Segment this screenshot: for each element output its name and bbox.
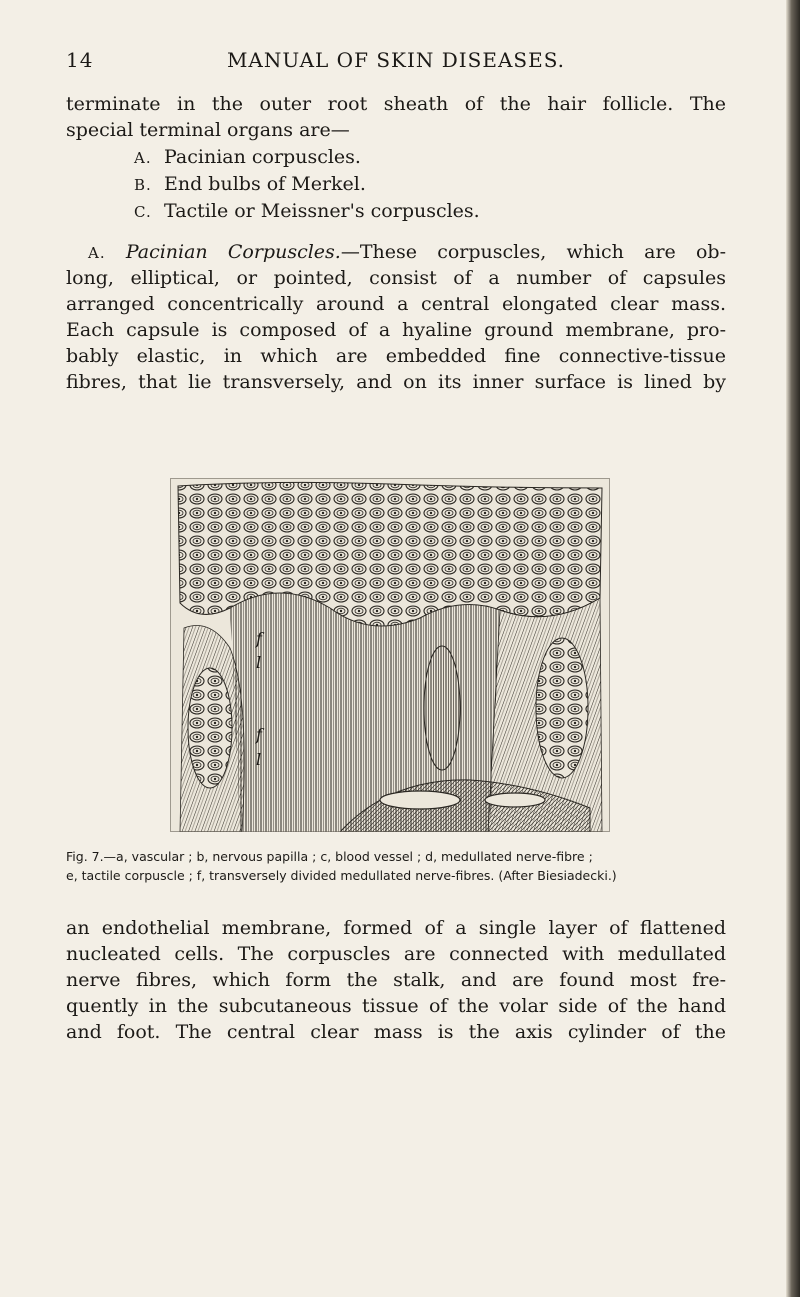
list-item-text: Tactile or Meissner's corpuscles. <box>164 200 480 222</box>
text-line: quently in the subcutaneous tissue of the volar side of the hand <box>66 995 726 1017</box>
running-header <box>66 48 726 78</box>
text-line: an endothelial membrane, formed of a single layer of flattened <box>66 917 726 939</box>
text-line: nucleated cells. The corpuscles are connected with medullated <box>66 943 726 965</box>
section-first-line-rest: —These corpuscles, which are ob- <box>340 241 726 263</box>
page-edge-shadow <box>786 0 800 1297</box>
figure-caption-line: e, tactile corpuscle ; f, transversely divided medullated nerve-fibres. (After Biesiadecki.) <box>66 868 617 883</box>
text-line: Each capsule is composed of a hyaline ground membrane, pro- <box>66 319 726 341</box>
list-item-text: End bulbs of Merkel. <box>164 173 366 195</box>
list-item <box>134 171 366 198</box>
section-label: A. <box>88 244 106 262</box>
list-item-label: A. <box>134 149 152 167</box>
list-item <box>134 144 361 171</box>
text-line: arranged concentrically around a central elongated clear mass. <box>66 293 726 315</box>
list-item-label: C. <box>134 203 152 221</box>
figure-letter: f <box>256 629 262 648</box>
section-heading: Pacinian Corpuscles. <box>125 241 341 263</box>
text-line: special terminal organs are— <box>66 119 350 141</box>
list-item-label: B. <box>134 176 152 194</box>
list-item <box>134 198 480 225</box>
running-title: MANUAL OF SKIN DISEASES. <box>226 48 566 72</box>
section-first-line <box>66 239 726 266</box>
skin-section-illustration <box>170 478 610 832</box>
figure-letter: l <box>256 653 262 672</box>
text-line: and foot. The central clear mass is the axis cylinder of the <box>66 1021 726 1043</box>
text-line: fibres, that lie transversely, and on its inner surface is lined by <box>66 371 726 393</box>
page-number: 14 <box>66 48 94 72</box>
text-line: bably elastic, in which are embedded fine connective-tissue <box>66 345 726 367</box>
text-line: nerve fibres, which form the stalk, and are found most fre- <box>66 969 726 991</box>
figure-letter: f <box>256 725 262 744</box>
list-item-text: Pacinian corpuscles. <box>164 146 361 168</box>
figure-letter: l <box>256 750 262 769</box>
histology-figure <box>170 478 610 832</box>
text-line: long, elliptical, or pointed, consist of a number of capsules <box>66 267 726 289</box>
figure-caption-line: Fig. 7.—a, vascular ; b, nervous papilla ; c, blood vessel ; d, medullated nerve-fibre ; <box>66 849 593 864</box>
text-line: terminate in the outer root sheath of the hair follicle. The <box>66 93 726 115</box>
